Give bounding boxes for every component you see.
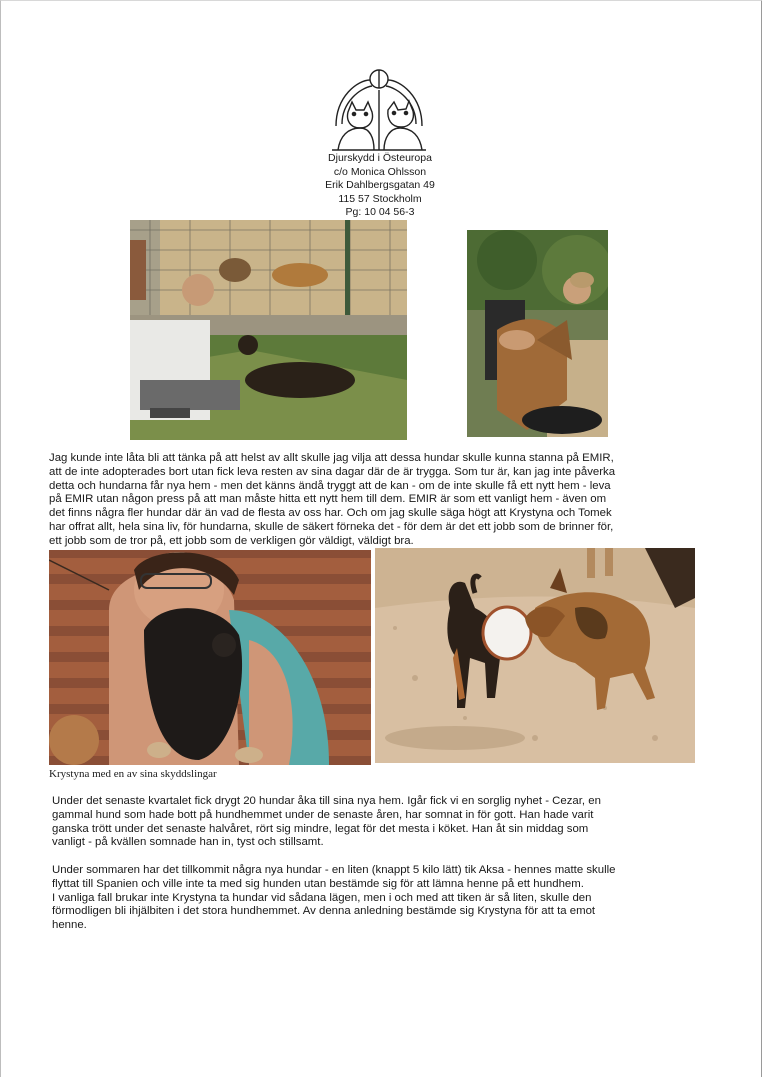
text-line: Under sommaren har det tillkommit några nya hundar - en liten (knappt 5 kilo lätt) tik Aksa - hennes matte skulle xyxy=(52,864,616,876)
address-line: Erik Dahlbergsgatan 49 xyxy=(325,179,435,191)
text-line: förmodligen bli ihjälbiten i det stora hundhemmet. Av denna anledning bestämde sig Krystyna för att ta emot xyxy=(52,905,596,918)
address-line: 115 57 Stockholm xyxy=(338,192,422,205)
text-line: gammal hund som hade bott på hundhemmet under de senaste åren, har somnat in för gott. Han hade varit xyxy=(52,808,594,821)
body-paragraph-1 xyxy=(49,452,721,549)
woman-holding-puppy-photo xyxy=(49,550,371,765)
woman-hugging-dog-photo xyxy=(467,230,608,437)
text-line: I vanliga fall brukar inte Krystyna ta hundar vid sådana lägen, men i och med att tiken är så liten, skulle den xyxy=(52,891,592,904)
text-line: det finns några fler hundar där än vad de flesta av oss har. Och om jag skulle säga högt att Krystyna och Tomek xyxy=(49,507,612,520)
text-line: Under det senaste kvartalet fick drygt 20 hundar åka till sina nya hem. Igår fick vi en sorglig nyhet - Cezar, en xyxy=(52,795,601,807)
text-line: på EMIR utan någon press på att man måste hitta ett nytt hem till dem. EMIR är som ett vanligt hem - även om xyxy=(49,493,607,506)
text-line: har offrat allt, hela sina liv, för hundarna, skulle de säkert förneka det - för dem är det ett jobb som de brinner för, xyxy=(49,520,614,533)
text-line: detta och hundarna får nya hem - men det känns ändå tryggt att de kan - om de inte skulle få ett nytt hem - leva xyxy=(49,479,611,492)
man-petting-dog-at-kennel-photo xyxy=(130,220,407,440)
text-line: ganska trött under det senaste halvåret, rört sig mindre, legat för det mesta i köket. Han åt sin middag som xyxy=(52,822,589,835)
text-line: ett jobb som de tror på, ett jobb som de verkligen gör väldigt, väldigt bra. xyxy=(49,534,414,547)
text-line: vanligt - på kvällen somnade han in, tyst och stillsamt. xyxy=(52,836,324,849)
text-line: att de inte adopterades bort utan fick leva resten av sina dagar där de är trygga. Som tur är, kan jag inte påverka xyxy=(49,465,616,478)
address-line: c/o Monica Ohlsson xyxy=(333,165,427,178)
photo-caption: Krystyna med en av sina skyddslingar xyxy=(49,768,217,780)
body-paragraph-2 xyxy=(52,795,724,850)
body-paragraph-3 xyxy=(52,864,724,933)
text-line: Jag kunde inte låta bli att tänka på att helst av allt skulle jag vilja att dessa hundar skulle kunna stanna på EMIR, xyxy=(49,452,614,464)
text-line: flyttat till Spanien och ville inte ta med sig hunden utan bestämde sig för att lämna henne på ett hundhem. xyxy=(52,877,584,890)
organization-address xyxy=(290,152,470,220)
address-line: Pg: 10 04 56-3 xyxy=(345,206,415,218)
text-line: henne. xyxy=(52,919,87,932)
dog-cat-logo-icon xyxy=(330,66,428,154)
dogs-playing-with-frisbee-photo xyxy=(375,548,695,763)
organization-logo xyxy=(330,66,428,154)
organization-name: Djurskydd i Östeuropa xyxy=(328,152,432,164)
